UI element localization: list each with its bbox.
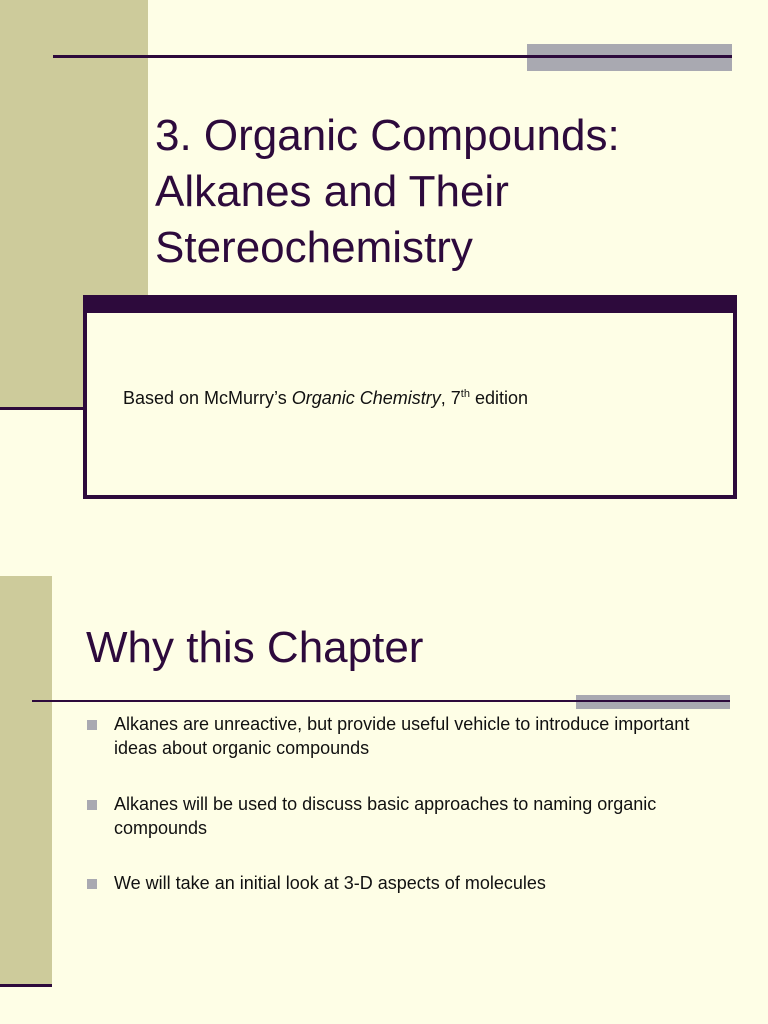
bullet-item xyxy=(86,712,726,760)
bullet-text: Alkanes will be used to discuss basic approaches to naming organic compounds xyxy=(114,794,657,838)
slide1-title-line-3: Stereochemistry xyxy=(155,223,473,272)
square-bullet-icon xyxy=(87,720,97,730)
slide1-title xyxy=(155,108,755,276)
slide1-title-line-2: Alkanes and Their xyxy=(155,167,509,216)
slide1-subtitle xyxy=(123,388,528,409)
bullet-text: We will take an initial look at 3-D aspects of molecules xyxy=(114,873,546,893)
slide2-bullet-list xyxy=(86,712,726,895)
slide2-sidebar xyxy=(0,576,52,986)
slide1-title-line-1: 3. Organic Compounds: xyxy=(155,111,620,160)
slide1-gray-accent-rule xyxy=(527,55,732,58)
slide2-gray-accent-bar xyxy=(576,695,730,709)
subtitle-ordinal: th xyxy=(460,388,470,400)
slide2-sidebar-rule xyxy=(0,984,52,987)
square-bullet-icon xyxy=(87,879,97,889)
bullet-item xyxy=(86,871,726,895)
bullet-item xyxy=(86,792,726,840)
square-bullet-icon xyxy=(87,800,97,810)
subtitle-book-title: Organic Chemistry xyxy=(291,388,441,408)
subtitle-suffix: edition xyxy=(469,388,529,408)
slide1-sidebar-divider xyxy=(0,407,86,410)
subtitle-separator: , 7 xyxy=(440,388,461,408)
subtitle-prefix: Based on McMurry’s xyxy=(123,388,292,408)
slide2-title: Why this Chapter xyxy=(86,623,424,672)
slide2-gray-accent-rule xyxy=(576,700,730,702)
bullet-text: Alkanes are unreactive, but provide useful vehicle to introduce important ideas about organic compounds xyxy=(114,714,690,758)
